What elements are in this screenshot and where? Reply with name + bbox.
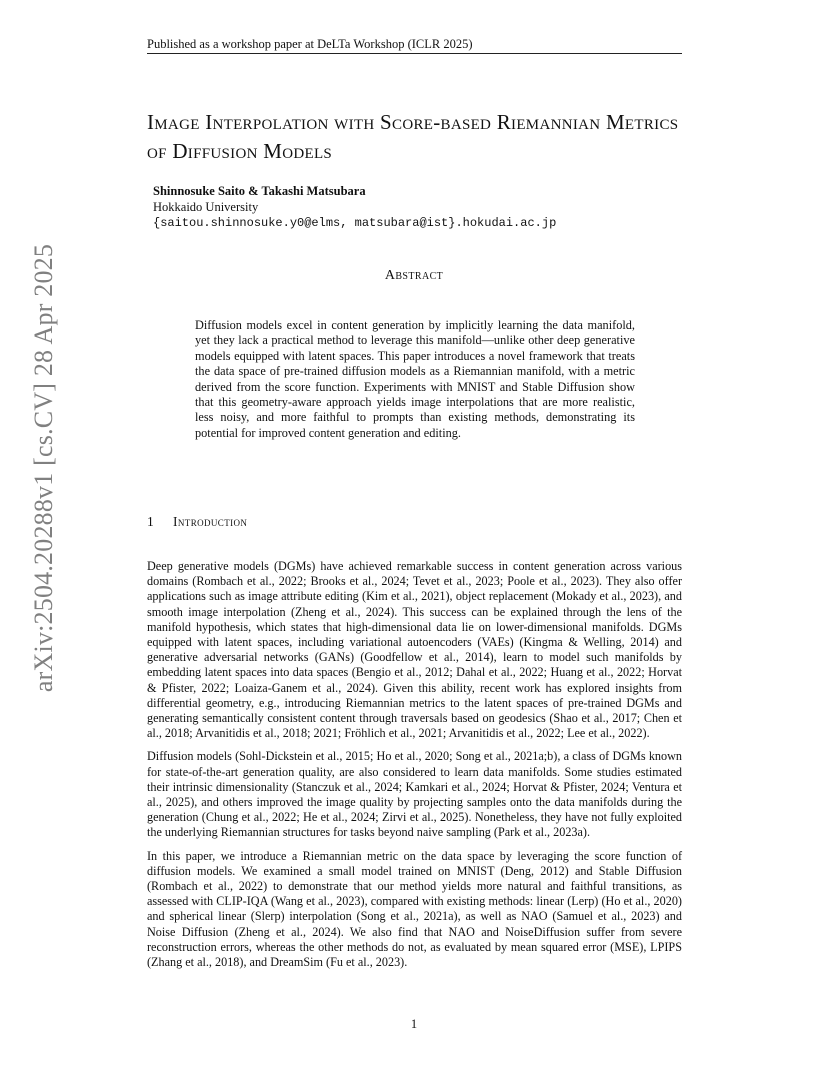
abstract-heading: Abstract bbox=[384, 268, 444, 283]
page-number: 1 bbox=[410, 1017, 418, 1031]
paper-title: Image Interpolation with Score-based Riemannian Metrics of Diffusion Models bbox=[147, 110, 679, 163]
arxiv-stamp: arXiv:2504.20288v1 [cs.CV] 28 Apr 2025 bbox=[29, 243, 58, 693]
author-affiliation: Hokkaido University bbox=[153, 200, 259, 214]
abstract-text: Diffusion models excel in content generation by implicitly learning the data manifold, yet they lack a practical method to leverage this manifold—unlike other deep generative models equipped with latent spaces. This paper introduces a novel framework that treats the data space of pre-trained diffusion models as a Riemannian manifold, with a metric derived from the score function. Experiments with MNIST and Stable Diffusion show that this geometry-aware approach yields image interpolations that are more realistic, less noisy, and more faithful to prompts than existing methods, demonstrating its potential for improved content generation and editing. bbox=[195, 318, 635, 440]
section-heading bbox=[147, 514, 247, 530]
body-paragraph: Deep generative models (DGMs) have achieved remarkable success in content generation across various domains (Rombach et al., 2022; Brooks et al., 2024; Tevet et al., 2023; Poole et al., 2023). They also offer applications such as image attribute editing (Kim et al., 2021), object replacement (Mokady et al., 2023), and smooth image interpolation (Zheng et al., 2024). This success can be explained through the lens of the manifold hypothesis, which states that high-dimensional data lie on lower-dimensional manifolds. DGMs equipped with latent spaces, including variational autoencoders (VAEs) (Kingma & Welling, 2014) and generative adversarial networks (GANs) (Goodfellow et al., 2014), learn to model such manifolds by embedding latent spaces into data spaces (Bengio et al., 2012; Dahal et al., 2022; Huang et al., 2022; Horvat & Pfister, 2022; Loaiza-Ganem et al., 2024). Given this ability, recent work has explored insights from differential geometry, e.g., introducing Riemannian metrics to the latent spaces of pre-trained DGMs and generating semantically consistent content through traversals based on geodesics (Shao et al., 2017; Chen et al., 2018; Arvanitidis et al., 2018; 2021; Fröhlich et al., 2021; Arvanitidis et al., 2022; Lee et al., 2022). bbox=[147, 559, 682, 741]
header-rule bbox=[147, 53, 682, 54]
section-number: 1 bbox=[147, 514, 155, 529]
section-title: Introduction bbox=[173, 514, 248, 529]
author-block bbox=[153, 183, 556, 231]
author-names: Shinnosuke Saito & Takashi Matsubara bbox=[153, 184, 366, 198]
body-paragraph: Diffusion models (Sohl-Dickstein et al., 2015; Ho et al., 2020; Song et al., 2021a;b), a class of DGMs known for state-of-the-art generation quality, are also considered to learn data manifolds. Some studies estimated their intrinsic dimensionality (Stanczuk et al., 2024; Kamkari et al., 2024; Horvat & Pfister, 2024; Ventura et al., 2025), and others improved the image quality by projecting samples onto the data manifolds during the generation (Chung et al., 2022; He et al., 2024; Zirvi et al., 2025). Nonetheless, they have not fully exploited the underlying Riemannian structures for tasks beyond naive sampling (Park et al., 2023a). bbox=[147, 749, 682, 840]
running-header: Published as a workshop paper at DeLTa Workshop (ICLR 2025) bbox=[147, 37, 473, 51]
author-emails: {saitou.shinnosuke.y0@elms, matsubara@ist}.hokudai.ac.jp bbox=[153, 216, 557, 230]
section-body bbox=[147, 559, 682, 978]
body-paragraph: In this paper, we introduce a Riemannian metric on the data space by leveraging the score function of diffusion models. We examined a small model trained on MNIST (Deng, 2012) and Stable Diffusion (Rombach et al., 2022) to demonstrate that our method yields more natural and faithful transitions, as assessed with CLIP-IQA (Wang et al., 2023), compared with existing methods: linear (Lerp) (Ho et al., 2020) and spherical linear (Slerp) interpolation (Song et al., 2021a), as well as NAO (Samuel et al., 2023) and Noise Diffusion (Zheng et al., 2024). We also find that NAO and NoiseDiffusion suffer from severe reconstruction errors, whereas the other methods do not, as evaluated by mean squared error (MSE), LPIPS (Zhang et al., 2018), and DreamSim (Fu et al., 2023). bbox=[147, 848, 682, 970]
